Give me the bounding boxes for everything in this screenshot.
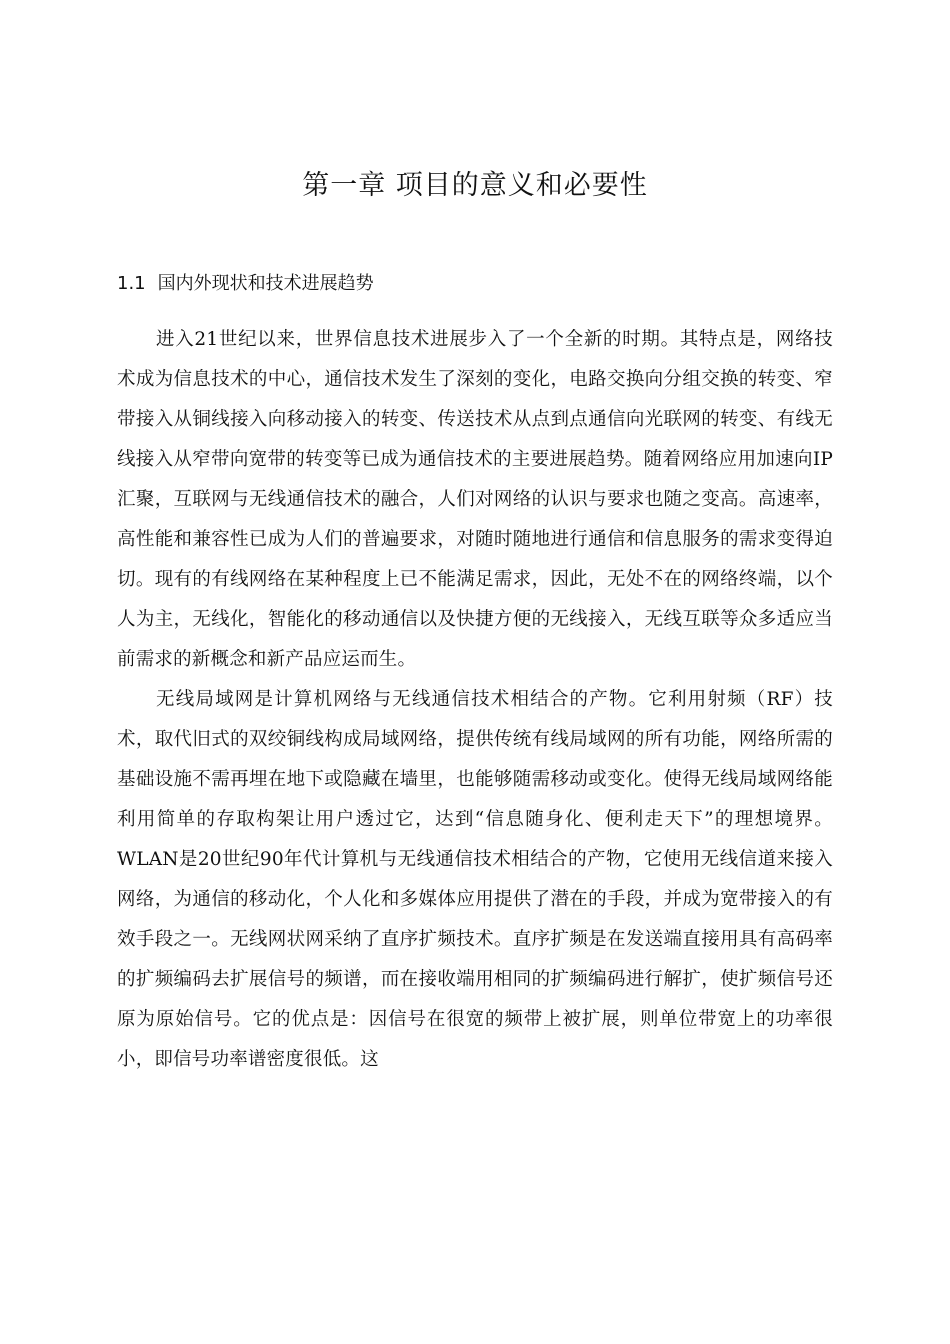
section-heading — [117, 270, 374, 298]
body-text — [117, 320, 833, 1080]
section-title: 国内外现状和技术进展趋势 — [157, 273, 374, 294]
chapter-title: 第一章 项目的意义和必要性 — [302, 170, 648, 201]
paragraph: 进入21世纪以来，世界信息技术进展步入了一个全新的时期。其特点是，网络技术成为信息技术的中心，通信技术发生了深刻的变化，电路交换向分组交换的转变、窄带接入从铜线接入向移动接入的转变、传送技术从点到点通信向光联网的转变、有线无线接入从窄带向宽带的转变等已成为通信技术的主要进展趋势。随着网络应用加速向IP汇聚，互联网与无线通信技术的融合，人们对网络的认识与要求也随之变高。高速率，高性能和兼容性已成为人们的普遍要求，对随时随地进行通信和信息服务的需求变得迫切。现有的有线网络在某种程度上已不能满足需求，因此，无处不在的网络终端，以个人为主，无线化，智能化的移动通信以及快捷方便的无线接入，无线互联等众多适应当前需求的新概念和新产品应运而生。 — [117, 329, 833, 670]
section-number: 1.1 — [117, 273, 146, 294]
paragraph: 无线局域网是计算机网络与无线通信技术相结合的产物。它利用射频（RF）技术，取代旧式的双绞铜线构成局域网络，提供传统有线局域网的所有功能，网络所需的基础设施不需再埋在地下或隐藏在墙里，也能够随需移动或变化。使得无线局域网络能利用简单的存取构架让用户透过它，达到“信息随身化、便利走天下”的理想境界。WLAN是20世纪90年代计算机与无线通信技术相结合的产物，它使用无线信道来接入网络，为通信的移动化，个人化和多媒体应用提供了潜在的手段，并成为宽带接入的有效手段之一。无线网状网采纳了直序扩频技术。直序扩频是在发送端直接用具有高码率的扩频编码去扩展信号的频谱，而在接收端用相同的扩频编码进行解扩，使扩频信号还原为原始信号。它的优点是：因信号在很宽的频带上被扩展，则单位带宽上的功率很小，即信号功率谱密度很低。这 — [117, 689, 833, 1070]
